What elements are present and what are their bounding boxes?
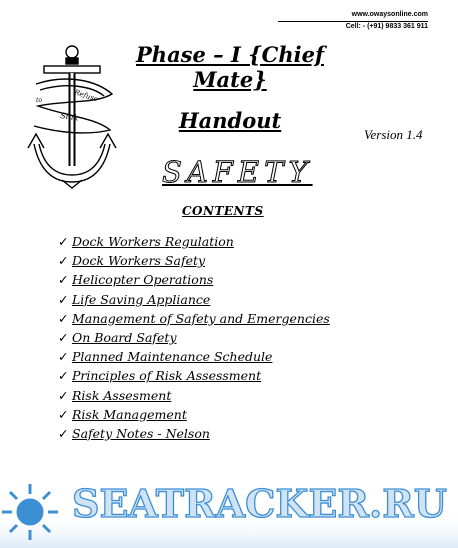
document-title bbox=[99, 42, 361, 133]
toc-item bbox=[58, 232, 330, 251]
toc-item bbox=[58, 290, 330, 309]
watermark-text: SEATRACKER.RU bbox=[72, 481, 447, 526]
toc-link[interactable]: Planned Maintenance Schedule bbox=[72, 349, 273, 365]
contents-heading: CONTENTS bbox=[182, 204, 264, 218]
website-text: www.owaysonline.com bbox=[351, 11, 428, 18]
checkmark-icon: ✓ bbox=[58, 234, 69, 249]
toc-link[interactable]: Risk Assesment bbox=[72, 387, 172, 403]
toc-item bbox=[58, 366, 330, 385]
toc-link[interactable]: Principles of Risk Assessment bbox=[72, 368, 262, 384]
toc-link[interactable]: Safety Notes - Nelson bbox=[72, 425, 210, 441]
checkmark-icon: ✓ bbox=[58, 272, 69, 288]
phone-text: Cell: - (+91) 9833 361 911 bbox=[345, 23, 428, 30]
version-label: Version 1.4 bbox=[364, 127, 423, 142]
toc-item bbox=[58, 386, 330, 405]
toc-item bbox=[58, 251, 330, 270]
sun-icon bbox=[2, 484, 58, 540]
toc-link[interactable]: On Board Safety bbox=[72, 329, 177, 345]
toc-link[interactable]: Dock Workers Regulation bbox=[72, 234, 234, 249]
toc-link[interactable]: Life Saving Appliance bbox=[72, 291, 211, 307]
title-line-1: Phase – I {Chief Mate} bbox=[136, 42, 324, 92]
subject-heading: SAFETY bbox=[162, 155, 313, 189]
ribbon-label-1: Refuse bbox=[73, 88, 99, 104]
ribbon-label-3: Sink bbox=[59, 111, 79, 123]
checkmark-icon: ✓ bbox=[58, 329, 69, 345]
toc-link[interactable]: Risk Management bbox=[72, 406, 187, 422]
ribbon-label-2: to bbox=[36, 97, 43, 104]
checkmark-icon: ✓ bbox=[58, 425, 69, 441]
toc-item bbox=[58, 405, 330, 424]
toc-link[interactable]: Helicopter Operations bbox=[72, 272, 214, 288]
checkmark-icon: ✓ bbox=[58, 368, 69, 384]
toc-item bbox=[58, 270, 330, 289]
toc-item bbox=[58, 328, 330, 347]
checkmark-icon: ✓ bbox=[58, 291, 69, 307]
checkmark-icon: ✓ bbox=[58, 406, 69, 422]
toc-item bbox=[58, 309, 330, 328]
checkmark-icon: ✓ bbox=[58, 310, 69, 326]
toc-item bbox=[58, 347, 330, 366]
title-line-2: Handout bbox=[178, 108, 282, 133]
toc-link[interactable]: Management of Safety and Emergencies bbox=[72, 310, 330, 326]
checkmark-icon: ✓ bbox=[58, 387, 69, 403]
toc-item bbox=[58, 424, 330, 443]
header-rule bbox=[278, 21, 428, 22]
table-of-contents bbox=[58, 232, 330, 443]
header-contact bbox=[346, 9, 428, 33]
checkmark-icon: ✓ bbox=[58, 349, 69, 365]
checkmark-icon: ✓ bbox=[58, 253, 69, 269]
toc-link[interactable]: Dock Workers Safety bbox=[72, 253, 206, 269]
